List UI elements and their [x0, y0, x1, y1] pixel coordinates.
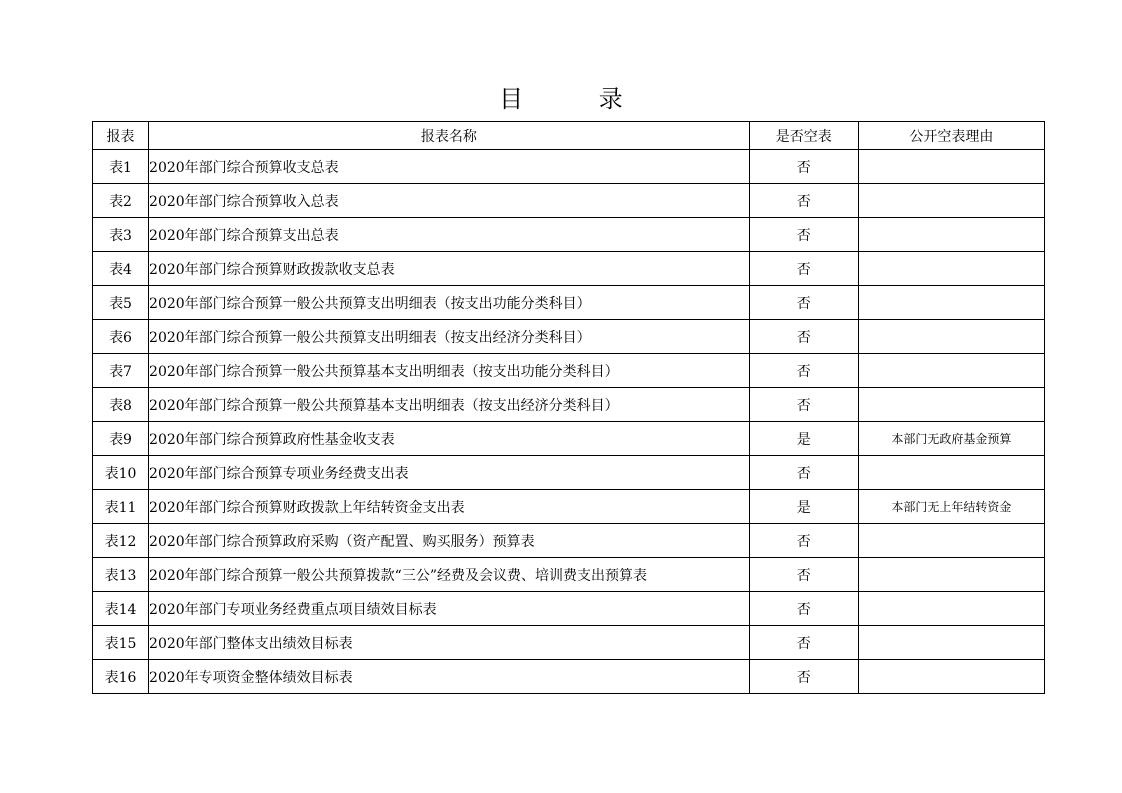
table-row — [93, 524, 1045, 558]
is-empty-value: 否 — [749, 184, 858, 218]
empty-reason — [858, 184, 1044, 218]
empty-reason: 本部门无政府基金预算 — [858, 422, 1044, 456]
report-id: 表8 — [93, 388, 149, 422]
is-empty-value: 否 — [749, 660, 858, 694]
empty-reason — [858, 354, 1044, 388]
empty-reason — [858, 218, 1044, 252]
report-name: 2020年部门综合预算专项业务经费支出表 — [149, 456, 750, 490]
report-name: 2020年部门综合预算财政拨款上年结转资金支出表 — [149, 490, 750, 524]
report-name: 2020年部门整体支出绩效目标表 — [149, 626, 750, 660]
report-id: 表3 — [93, 218, 149, 252]
report-name: 2020年部门综合预算一般公共预算拨款“三公”经费及会议费、培训费支出预算表 — [149, 558, 750, 592]
empty-reason — [858, 558, 1044, 592]
table-row — [93, 422, 1045, 456]
is-empty-value: 否 — [749, 592, 858, 626]
table-row — [93, 592, 1045, 626]
report-id: 表13 — [93, 558, 149, 592]
empty-reason — [858, 252, 1044, 286]
empty-reason — [858, 286, 1044, 320]
empty-reason — [858, 456, 1044, 490]
table-header-row — [93, 122, 1045, 150]
report-id: 表4 — [93, 252, 149, 286]
is-empty-value: 否 — [749, 150, 858, 184]
table-row — [93, 286, 1045, 320]
report-id: 表9 — [93, 422, 149, 456]
report-id: 表2 — [93, 184, 149, 218]
is-empty-value: 否 — [749, 218, 858, 252]
empty-reason — [858, 320, 1044, 354]
table-row — [93, 184, 1045, 218]
is-empty-value: 否 — [749, 252, 858, 286]
table-row — [93, 150, 1045, 184]
table-row — [93, 320, 1045, 354]
empty-reason — [858, 150, 1044, 184]
table-row — [93, 354, 1045, 388]
report-name: 2020年部门综合预算政府性基金收支表 — [149, 422, 750, 456]
report-name: 2020年部门综合预算支出总表 — [149, 218, 750, 252]
report-id: 表7 — [93, 354, 149, 388]
is-empty-value: 否 — [749, 456, 858, 490]
is-empty-value: 否 — [749, 558, 858, 592]
empty-reason — [858, 660, 1044, 694]
empty-reason — [858, 388, 1044, 422]
report-name: 2020年部门综合预算一般公共预算支出明细表（按支出功能分类科目） — [149, 286, 750, 320]
header-empty-reason: 公开空表理由 — [858, 122, 1044, 150]
is-empty-value: 否 — [749, 388, 858, 422]
is-empty-value: 否 — [749, 354, 858, 388]
report-index-table — [92, 121, 1045, 694]
is-empty-value: 否 — [749, 524, 858, 558]
report-id: 表14 — [93, 592, 149, 626]
table-row — [93, 626, 1045, 660]
empty-reason — [858, 592, 1044, 626]
report-id: 表6 — [93, 320, 149, 354]
table-row — [93, 558, 1045, 592]
table-row — [93, 456, 1045, 490]
report-name: 2020年部门专项业务经费重点项目绩效目标表 — [149, 592, 750, 626]
table-row — [93, 490, 1045, 524]
report-id: 表5 — [93, 286, 149, 320]
report-name: 2020年部门综合预算政府采购（资产配置、购买服务）预算表 — [149, 524, 750, 558]
report-name: 2020年部门综合预算财政拨款收支总表 — [149, 252, 750, 286]
table-row — [93, 660, 1045, 694]
report-id: 表15 — [93, 626, 149, 660]
report-id: 表12 — [93, 524, 149, 558]
report-name: 2020年部门综合预算收支总表 — [149, 150, 750, 184]
report-name: 2020年专项资金整体绩效目标表 — [149, 660, 750, 694]
table-row — [93, 252, 1045, 286]
is-empty-value: 是 — [749, 490, 858, 524]
header-report-id: 报表 — [93, 122, 149, 150]
empty-reason: 本部门无上年结转资金 — [858, 490, 1044, 524]
report-name: 2020年部门综合预算一般公共预算基本支出明细表（按支出经济分类科目） — [149, 388, 750, 422]
is-empty-value: 否 — [749, 320, 858, 354]
report-id: 表11 — [93, 490, 149, 524]
is-empty-value: 是 — [749, 422, 858, 456]
table-row — [93, 388, 1045, 422]
table-row — [93, 218, 1045, 252]
header-report-name: 报表名称 — [149, 122, 750, 150]
header-is-empty: 是否空表 — [749, 122, 858, 150]
empty-reason — [858, 524, 1044, 558]
is-empty-value: 否 — [749, 626, 858, 660]
is-empty-value: 否 — [749, 286, 858, 320]
report-name: 2020年部门综合预算收入总表 — [149, 184, 750, 218]
report-name: 2020年部门综合预算一般公共预算基本支出明细表（按支出功能分类科目） — [149, 354, 750, 388]
page-title: 目 录 — [499, 85, 657, 113]
report-id: 表10 — [93, 456, 149, 490]
report-name: 2020年部门综合预算一般公共预算支出明细表（按支出经济分类科目） — [149, 320, 750, 354]
report-id: 表1 — [93, 150, 149, 184]
empty-reason — [858, 626, 1044, 660]
report-id: 表16 — [93, 660, 149, 694]
